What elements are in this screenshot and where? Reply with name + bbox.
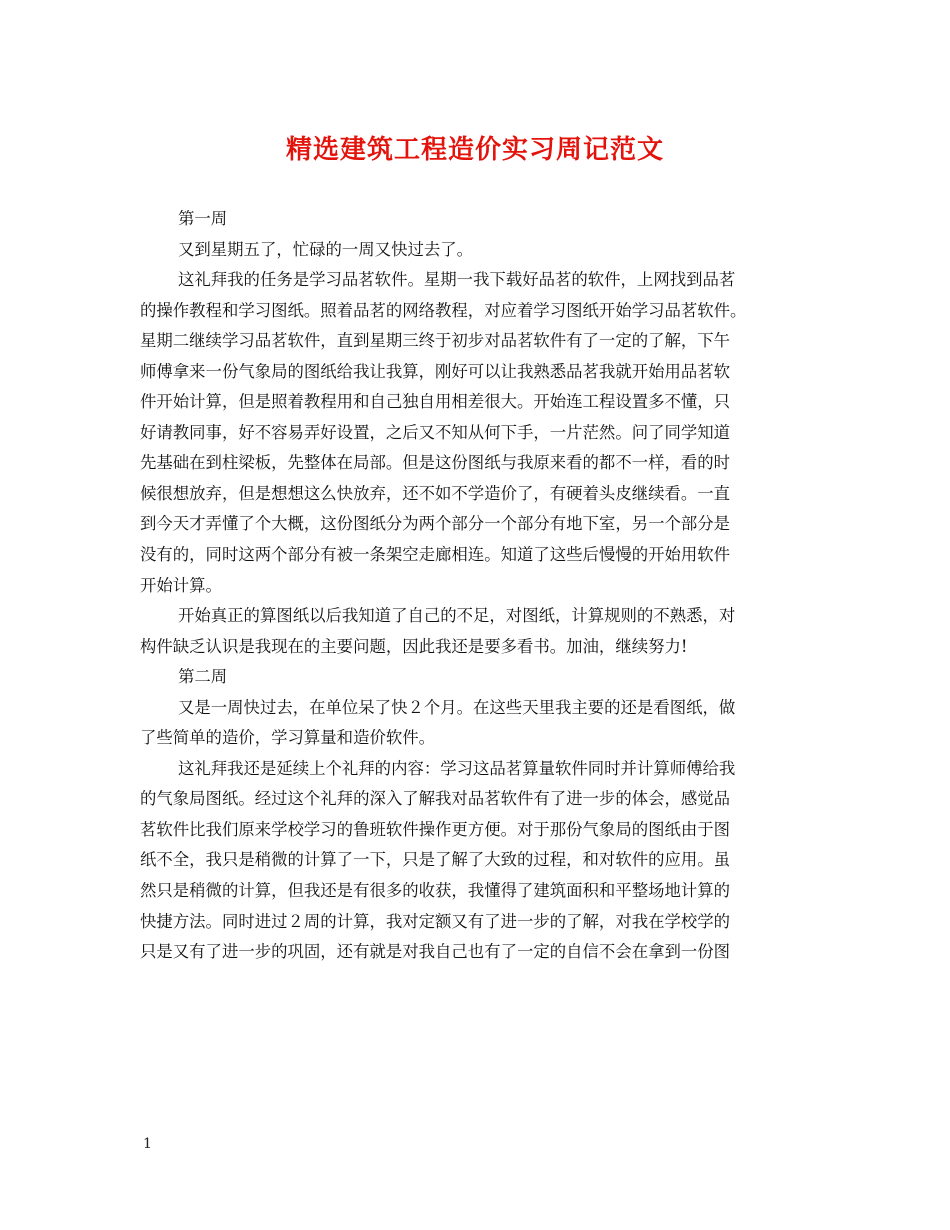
text-line: 师傅拿来一份气象局的图纸给我让我算，刚好可以让我熟悉品茗我就开始用品茗软 <box>140 361 731 381</box>
text-line: 只是又有了进一步的巩固，还有就是对我自己也有了一定的自信不会在拿到一份图 <box>140 942 731 962</box>
document-body <box>140 204 812 968</box>
text-line: 的操作教程和学习图纸。照着品茗的网络教程，对应着学习图纸开始学习品茗软件。 <box>140 300 747 320</box>
text-line: 候很想放弃，但是想想这么快放弃，还不如不学造价了，有硬着头皮继续看。一直 <box>140 483 731 503</box>
text-line: 第二周 <box>178 667 228 687</box>
page-number: 1 <box>143 1136 152 1152</box>
document-title: 精选建筑工程造价实习周记范文 <box>285 135 664 165</box>
text-line: 然只是稍微的计算，但我还是有很多的收获，我懂得了建筑面积和平整场地计算的 <box>140 881 731 901</box>
text-line: 了些简单的造价，学习算量和造价软件。 <box>140 728 436 748</box>
text-line: 没有的，同时这两个部分有被一条架空走廊相连。知道了这些后慢慢的开始用软件 <box>140 545 731 565</box>
text-line: 茗软件比我们原来学校学习的鲁班软件操作更方便。对于那份气象局的图纸由于图 <box>140 819 731 839</box>
text-line: 的气象局图纸。经过这个礼拜的深入了解我对品茗软件有了进一步的体会，感觉品 <box>140 789 731 809</box>
text-line: 开始真正的算图纸以后我知道了自己的不足，对图纸，计算规则的不熟悉，对 <box>178 606 736 626</box>
text-line: 又是一周快过去，在单位呆了快２个月。在这些天里我主要的还是看图纸，做 <box>178 697 736 717</box>
text-line: 构件缺乏认识是我现在的主要问题，因此我还是要多看书。加油，继续努力! <box>140 636 688 656</box>
text-line: 快捷方法。同时进过２周的计算，我对定额又有了进一步的了解，对我在学校学的 <box>140 911 731 931</box>
text-line: 这礼拜我的任务是学习品茗软件。星期一我下载好品茗的软件，上网找到品茗 <box>178 270 736 290</box>
text-line: 开始计算。 <box>140 575 222 595</box>
text-line: 到今天才弄懂了个大概，这份图纸分为两个部分一个部分有地下室，另一个部分是 <box>140 514 731 534</box>
text-line: 又到星期五了，忙碌的一周又快过去了。 <box>178 239 474 259</box>
text-line: 先基础在到柱梁板，先整体在局部。但是这份图纸与我原来看的都不一样，看的时 <box>140 453 731 473</box>
text-line: 件开始计算，但是照着教程用和自己独自用相差很大。开始连工程设置多不懂，只 <box>140 392 731 412</box>
text-line: 星期二继续学习品茗软件，直到星期三终于初步对品茗软件有了一定的了解，下午 <box>140 331 731 351</box>
text-line: 好请教同事，好不容易弄好设置，之后又不知从何下手，一片茫然。问了同学知道 <box>140 422 731 442</box>
text-line: 这礼拜我还是延续上个礼拜的内容：学习这品茗算量软件同时并计算师傅给我 <box>178 758 736 778</box>
text-line: 第一周 <box>178 209 228 228</box>
text-line: 纸不全，我只是稍微的计算了一下，只是了解了大致的过程，和对软件的应用。虽 <box>140 850 731 870</box>
